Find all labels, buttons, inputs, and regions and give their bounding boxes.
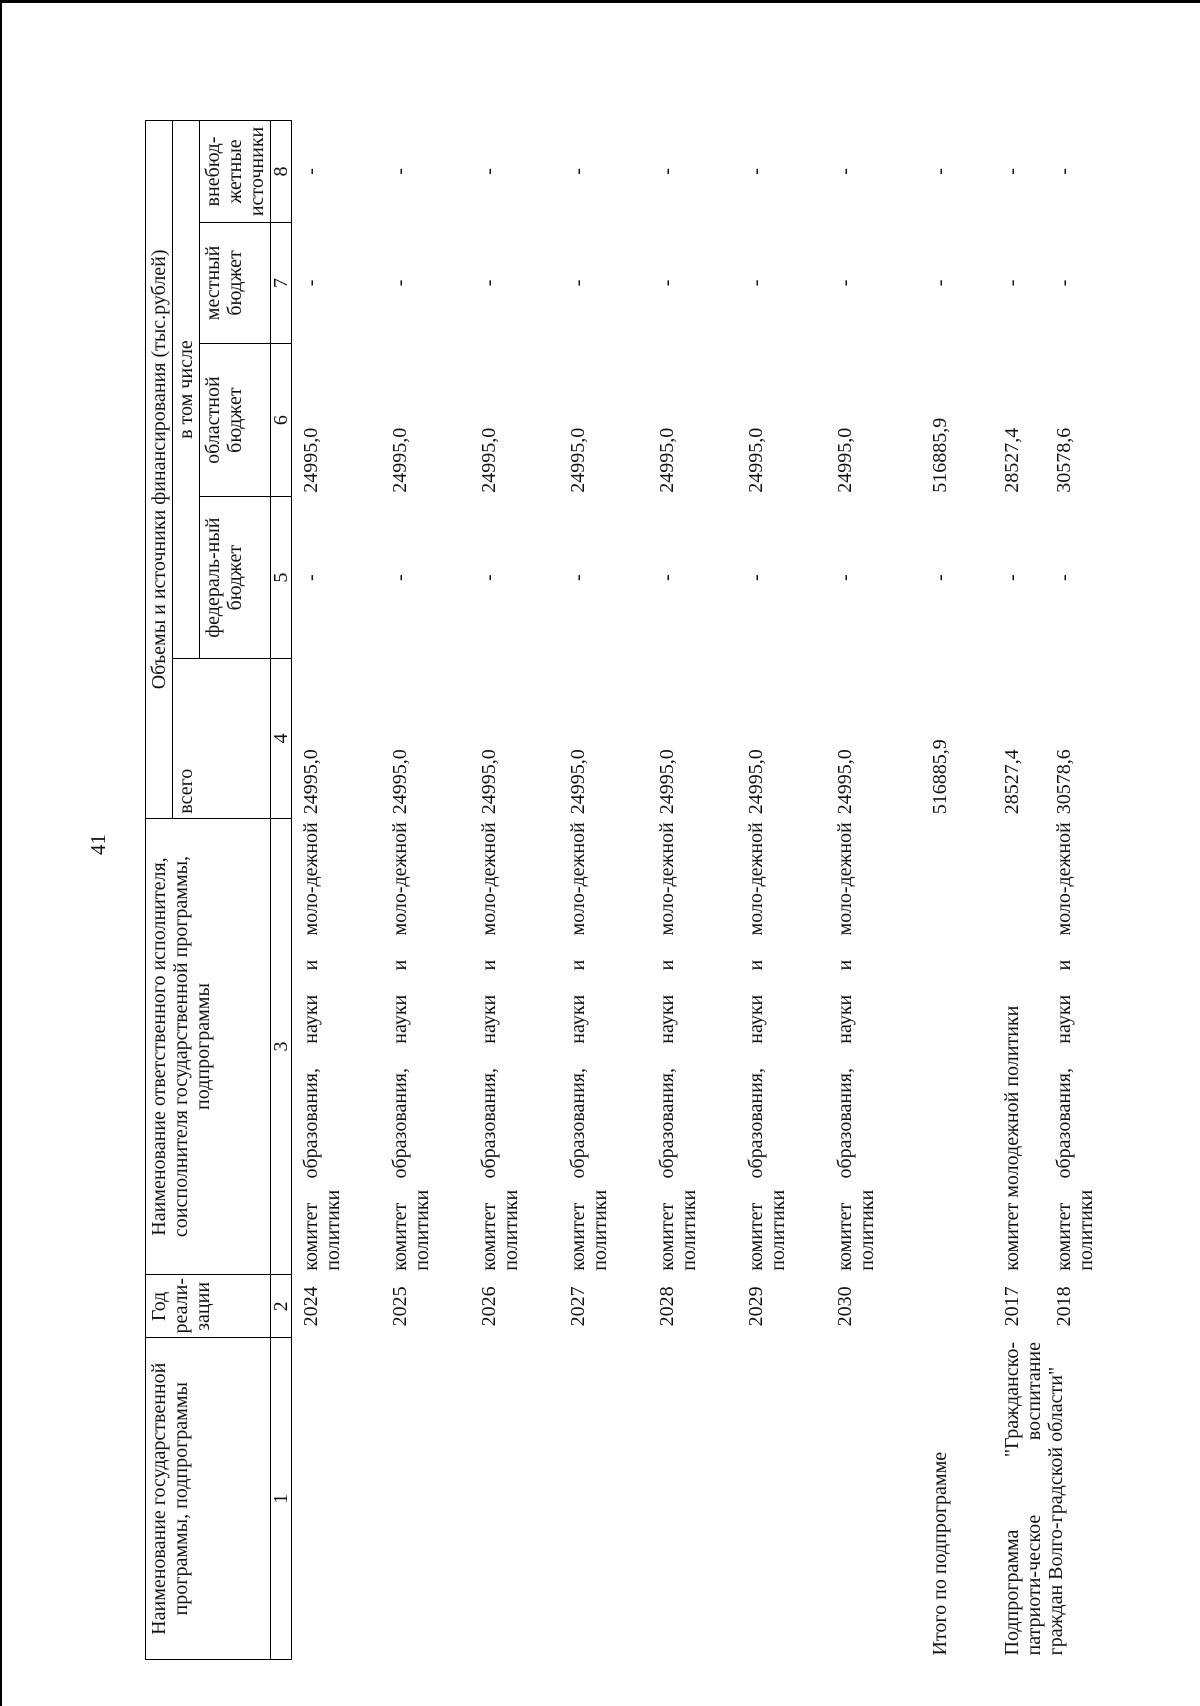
cell-executor: комитет образования, науки и моло-дежной политики bbox=[1053, 822, 1097, 1271]
column-number: 3 bbox=[271, 818, 292, 1275]
cell-executor: комитет образования, науки и моло-дежной политики bbox=[567, 822, 611, 1271]
header-program-name: Наименование государственной программы, подпрограммы bbox=[146, 1338, 271, 1660]
cell-program-name bbox=[381, 1338, 470, 1660]
cell-local: - bbox=[1001, 279, 1023, 287]
cell-year: 2025 bbox=[389, 1286, 411, 1327]
cell-extra: - bbox=[1053, 168, 1075, 175]
column-number: 6 bbox=[271, 343, 292, 496]
header-executor: Наименование ответственного исполнителя, соисполнителя государственной программы, подпрограммы bbox=[146, 818, 271, 1275]
cell-regional: 24995,0 bbox=[478, 427, 500, 493]
cell-federal: - bbox=[478, 574, 500, 581]
column-number: 4 bbox=[271, 659, 292, 819]
cell-year: 2024 bbox=[300, 1286, 322, 1327]
cell-regional: 24995,0 bbox=[834, 427, 856, 493]
cell-year: 2018 bbox=[1053, 1286, 1075, 1327]
cell-federal: - bbox=[389, 574, 411, 581]
cell-executor bbox=[915, 818, 987, 1275]
total-row bbox=[915, 121, 987, 1660]
cell-total-label: Итого по подпрограмме bbox=[929, 1451, 951, 1656]
cell-year: 2026 bbox=[478, 1286, 500, 1327]
header-including: в том числе bbox=[173, 121, 200, 659]
table-row bbox=[826, 121, 915, 1660]
cell-executor: комитет образования, науки и моло-дежной политики bbox=[656, 822, 700, 1271]
cell-year: 2028 bbox=[656, 1286, 678, 1327]
cell-program-name bbox=[737, 1338, 826, 1660]
cell-regional: 24995,0 bbox=[567, 427, 589, 493]
cell-regional: 24995,0 bbox=[745, 427, 767, 493]
cell-federal: - bbox=[834, 574, 856, 581]
cell-extra: - bbox=[567, 168, 589, 175]
cell-extra: - bbox=[745, 168, 767, 175]
column-number: 1 bbox=[271, 1338, 292, 1660]
cell-extra: - bbox=[389, 168, 411, 175]
cell-year: 2030 bbox=[834, 1286, 856, 1327]
rotated-page bbox=[145, 120, 1200, 1660]
cell-federal: - bbox=[1001, 574, 1023, 581]
cell-local: - bbox=[478, 279, 500, 287]
table-row bbox=[470, 121, 559, 1660]
header-regional: областной бюджет bbox=[200, 343, 271, 496]
table-row bbox=[737, 121, 826, 1660]
cell-local: - bbox=[567, 279, 589, 287]
cell-program-name bbox=[470, 1338, 559, 1660]
cell-federal: - bbox=[656, 574, 678, 581]
cell-local: - bbox=[389, 279, 411, 287]
cell-program-name bbox=[292, 1338, 382, 1660]
cell-total: 24995,0 bbox=[656, 749, 678, 815]
cell-total: 24995,0 bbox=[478, 749, 500, 815]
header-local: местный бюджет bbox=[200, 222, 271, 343]
cell-local: - bbox=[834, 279, 856, 287]
cell-local: - bbox=[745, 279, 767, 287]
cell-total: 24995,0 bbox=[745, 749, 767, 815]
header-year: Год реали-зации bbox=[146, 1275, 271, 1338]
cell-executor: комитет образования, науки и моло-дежной политики bbox=[389, 822, 433, 1271]
cell-program-name bbox=[826, 1338, 915, 1660]
cell-executor: комитет образования, науки и моло-дежной политики bbox=[834, 822, 878, 1271]
table-row bbox=[381, 121, 470, 1660]
cell-regional: 30578,6 bbox=[1053, 427, 1075, 493]
cell-subprogram-name: Подпрограмма "Гражданско-патриоти-ческое воспитание граждан Волго-градской области" bbox=[1001, 1342, 1067, 1656]
cell-year bbox=[915, 1275, 987, 1338]
table-row bbox=[987, 121, 1053, 1660]
column-number: 8 bbox=[271, 121, 292, 223]
header-total: всего bbox=[173, 659, 271, 819]
cell-federal: - bbox=[300, 574, 322, 581]
funding-table bbox=[145, 120, 1103, 1660]
table-body bbox=[292, 121, 1104, 1660]
cell-executor: комитет образования, науки и моло-дежной политики bbox=[478, 822, 522, 1271]
cell-local: - bbox=[1053, 279, 1075, 287]
cell-federal: - bbox=[929, 574, 951, 581]
cell-year: 2027 bbox=[567, 1286, 589, 1327]
cell-regional: 24995,0 bbox=[656, 427, 678, 493]
table-header bbox=[146, 121, 292, 1660]
table-row bbox=[292, 121, 382, 1660]
page-number: 41 bbox=[86, 834, 110, 855]
cell-regional: 516885,9 bbox=[929, 417, 951, 493]
cell-extra: - bbox=[656, 168, 678, 175]
cell-total: 24995,0 bbox=[567, 749, 589, 815]
table-row bbox=[648, 121, 737, 1660]
cell-federal: - bbox=[1053, 574, 1075, 581]
table-row bbox=[559, 121, 648, 1660]
cell-extra: - bbox=[300, 168, 322, 175]
cell-executor: комитет молодежной политики bbox=[1001, 1005, 1023, 1271]
column-number: 2 bbox=[271, 1275, 292, 1338]
cell-total: 24995,0 bbox=[389, 749, 411, 815]
column-number: 7 bbox=[271, 222, 292, 343]
cell-total: 24995,0 bbox=[300, 749, 322, 815]
cell-federal: - bbox=[745, 574, 767, 581]
cell-year: 2017 bbox=[1001, 1286, 1023, 1327]
cell-program-name bbox=[648, 1338, 737, 1660]
cell-federal: - bbox=[567, 574, 589, 581]
cell-extra: - bbox=[478, 168, 500, 175]
cell-executor: комитет образования, науки и моло-дежной политики bbox=[300, 822, 344, 1271]
cell-total: 24995,0 bbox=[834, 749, 856, 815]
cell-regional: 28527,4 bbox=[1001, 427, 1023, 493]
header-extra: внебюд-жетные источники bbox=[200, 121, 271, 223]
header-funding: Объемы и источники финансирования (тыс.рублей) bbox=[146, 121, 173, 819]
column-number: 5 bbox=[271, 497, 292, 659]
cell-local: - bbox=[929, 279, 951, 287]
cell-extra: - bbox=[929, 168, 951, 175]
cell-program-name bbox=[559, 1338, 648, 1660]
cell-regional: 24995,0 bbox=[300, 427, 322, 493]
cell-total: 28527,4 bbox=[1001, 749, 1023, 815]
cell-local: - bbox=[300, 279, 322, 287]
cell-total: 30578,6 bbox=[1053, 749, 1075, 815]
cell-total: 516885,9 bbox=[929, 739, 951, 815]
cell-extra: - bbox=[1001, 168, 1023, 175]
cell-year: 2029 bbox=[745, 1286, 767, 1327]
cell-extra: - bbox=[834, 168, 856, 175]
cell-regional: 24995,0 bbox=[389, 427, 411, 493]
cell-executor: комитет образования, науки и моло-дежной политики bbox=[745, 822, 789, 1271]
cell-local: - bbox=[656, 279, 678, 287]
header-federal: федераль-ный бюджет bbox=[200, 497, 271, 659]
